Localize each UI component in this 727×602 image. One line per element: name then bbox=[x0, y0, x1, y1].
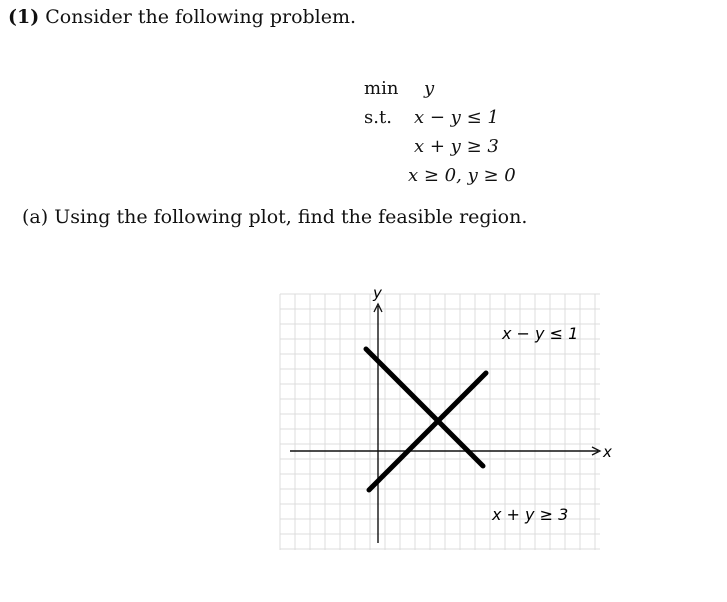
constraint-2: x + y ≥ 3 bbox=[414, 136, 499, 157]
feasible-region-plot bbox=[270, 278, 615, 558]
constraint-line-2 bbox=[366, 349, 483, 466]
constraint-line-1 bbox=[369, 373, 486, 490]
series-label-2: x + y ≥ 3 bbox=[492, 505, 569, 524]
objective-variable: y bbox=[424, 78, 435, 99]
y-axis-label: y bbox=[373, 284, 382, 302]
constraint-3: x ≥ 0, y ≥ 0 bbox=[408, 165, 516, 186]
problem-number: (1) bbox=[8, 6, 40, 28]
part-a-question bbox=[22, 206, 527, 228]
objective-label: min bbox=[364, 78, 399, 99]
part-a-label: (a) bbox=[22, 206, 49, 228]
series-label-1: x − y ≤ 1 bbox=[502, 324, 579, 343]
x-axis-label: x bbox=[603, 443, 612, 461]
constraint-1: x − y ≤ 1 bbox=[414, 107, 499, 128]
problem-statement: Consider the following problem. bbox=[45, 6, 357, 28]
problem-heading bbox=[8, 6, 356, 28]
subject-to-label: s.t. bbox=[364, 107, 392, 128]
part-a-text: Using the following plot, find the feasible region. bbox=[54, 206, 528, 228]
constraint-lines bbox=[366, 349, 486, 490]
